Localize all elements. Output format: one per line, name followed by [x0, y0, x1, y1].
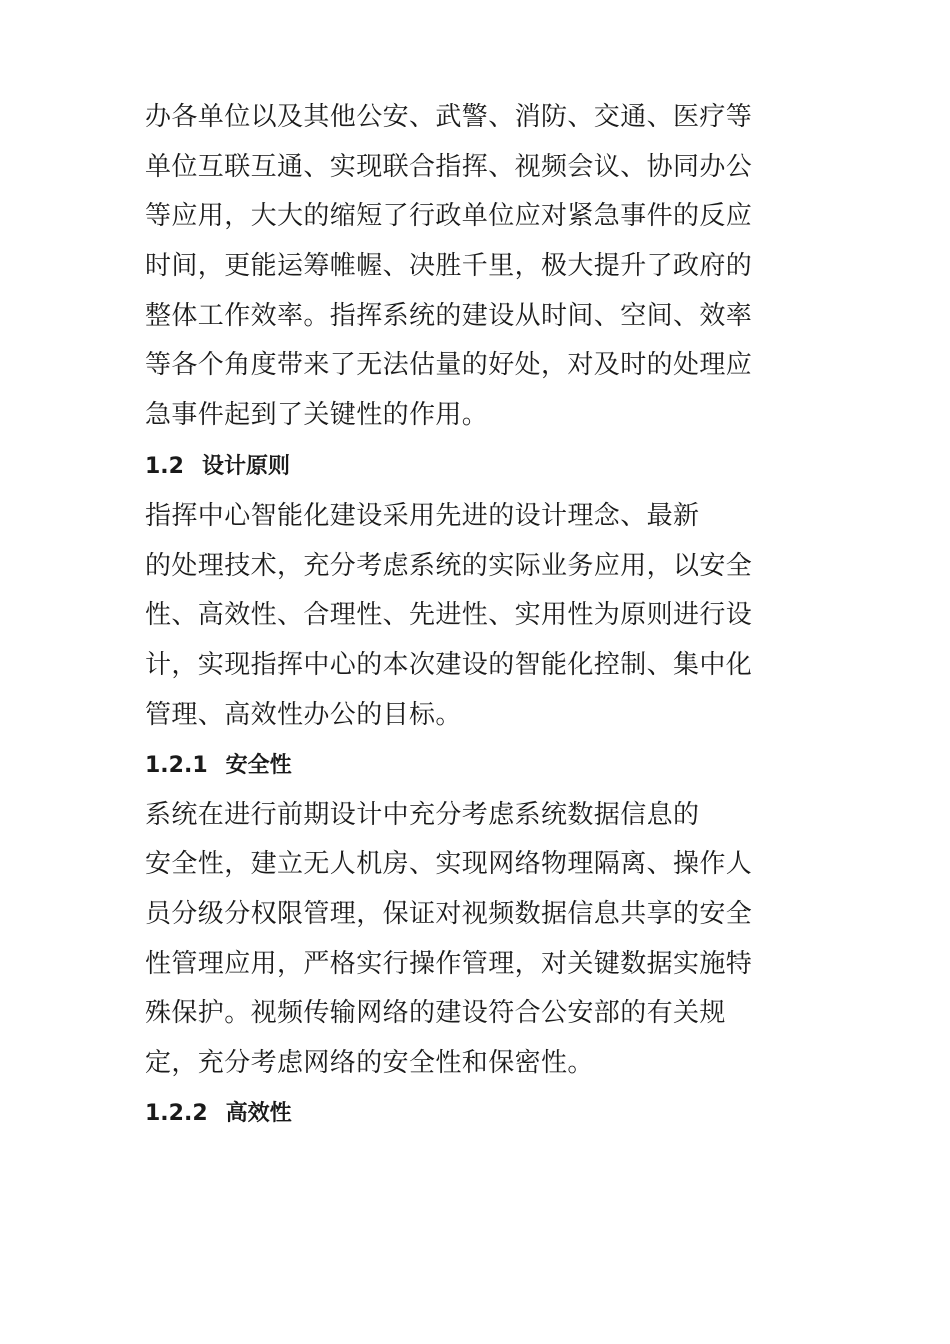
paragraph-line: 安全性，建立无人机房、实现网络物理隔离、操作人 [145, 849, 753, 879]
paragraph-line: 时间，更能运筹帷幄、决胜千里，极大提升了政府的 [145, 251, 753, 281]
paragraph-line: 管理、高效性办公的目标。 [145, 700, 462, 730]
paragraph-line: 办各单位以及其他公安、武警、消防、交通、医疗等 [145, 102, 753, 132]
section-title: 设计原则 [201, 454, 290, 479]
section-number: 1.2.2 [145, 1101, 208, 1126]
paragraph-line: 性管理应用，严格实行操作管理，对关键数据实施特 [145, 949, 753, 979]
section-title: 安全性 [225, 753, 292, 778]
section-number: 1.2.1 [145, 753, 208, 778]
paragraph-line: 整体工作效率。指挥系统的建设从时间、空间、效率 [145, 301, 753, 331]
paragraph-line: 性、高效性、合理性、先进性、实用性为原则进行设 [145, 600, 753, 630]
section-number: 1.2 [145, 454, 184, 479]
paragraph-line: 系统在进行前期设计中充分考虑系统数据信息的 [145, 800, 700, 830]
paragraph-line: 指挥中心智能化建设采用先进的设计理念、最新 [145, 501, 700, 531]
paragraph-line: 等各个角度带来了无法估量的好处，对及时的处理应 [145, 350, 753, 380]
paragraph-line: 计，实现指挥中心的本次建设的智能化控制、集中化 [145, 650, 753, 680]
paragraph-line: 急事件起到了关键性的作用。 [145, 400, 489, 430]
paragraph-line: 的处理技术，充分考虑系统的实际业务应用，以安全 [145, 551, 753, 581]
paragraph-line: 单位互联互通、实现联合指挥、视频会议、协同办公 [145, 152, 753, 182]
paragraph-line: 定，充分考虑网络的安全性和保密性。 [145, 1048, 594, 1078]
section-heading-1-2 [145, 452, 290, 482]
section-heading-1-2-1 [145, 751, 292, 781]
paragraph-line: 员分级分权限管理，保证对视频数据信息共享的安全 [145, 899, 753, 929]
paragraph-line: 等应用，大大的缩短了行政单位应对紧急事件的反应 [145, 201, 753, 231]
paragraph-line: 殊保护。视频传输网络的建设符合公安部的有关规 [145, 998, 726, 1028]
section-heading-1-2-2 [145, 1099, 292, 1129]
section-title: 高效性 [225, 1101, 292, 1126]
